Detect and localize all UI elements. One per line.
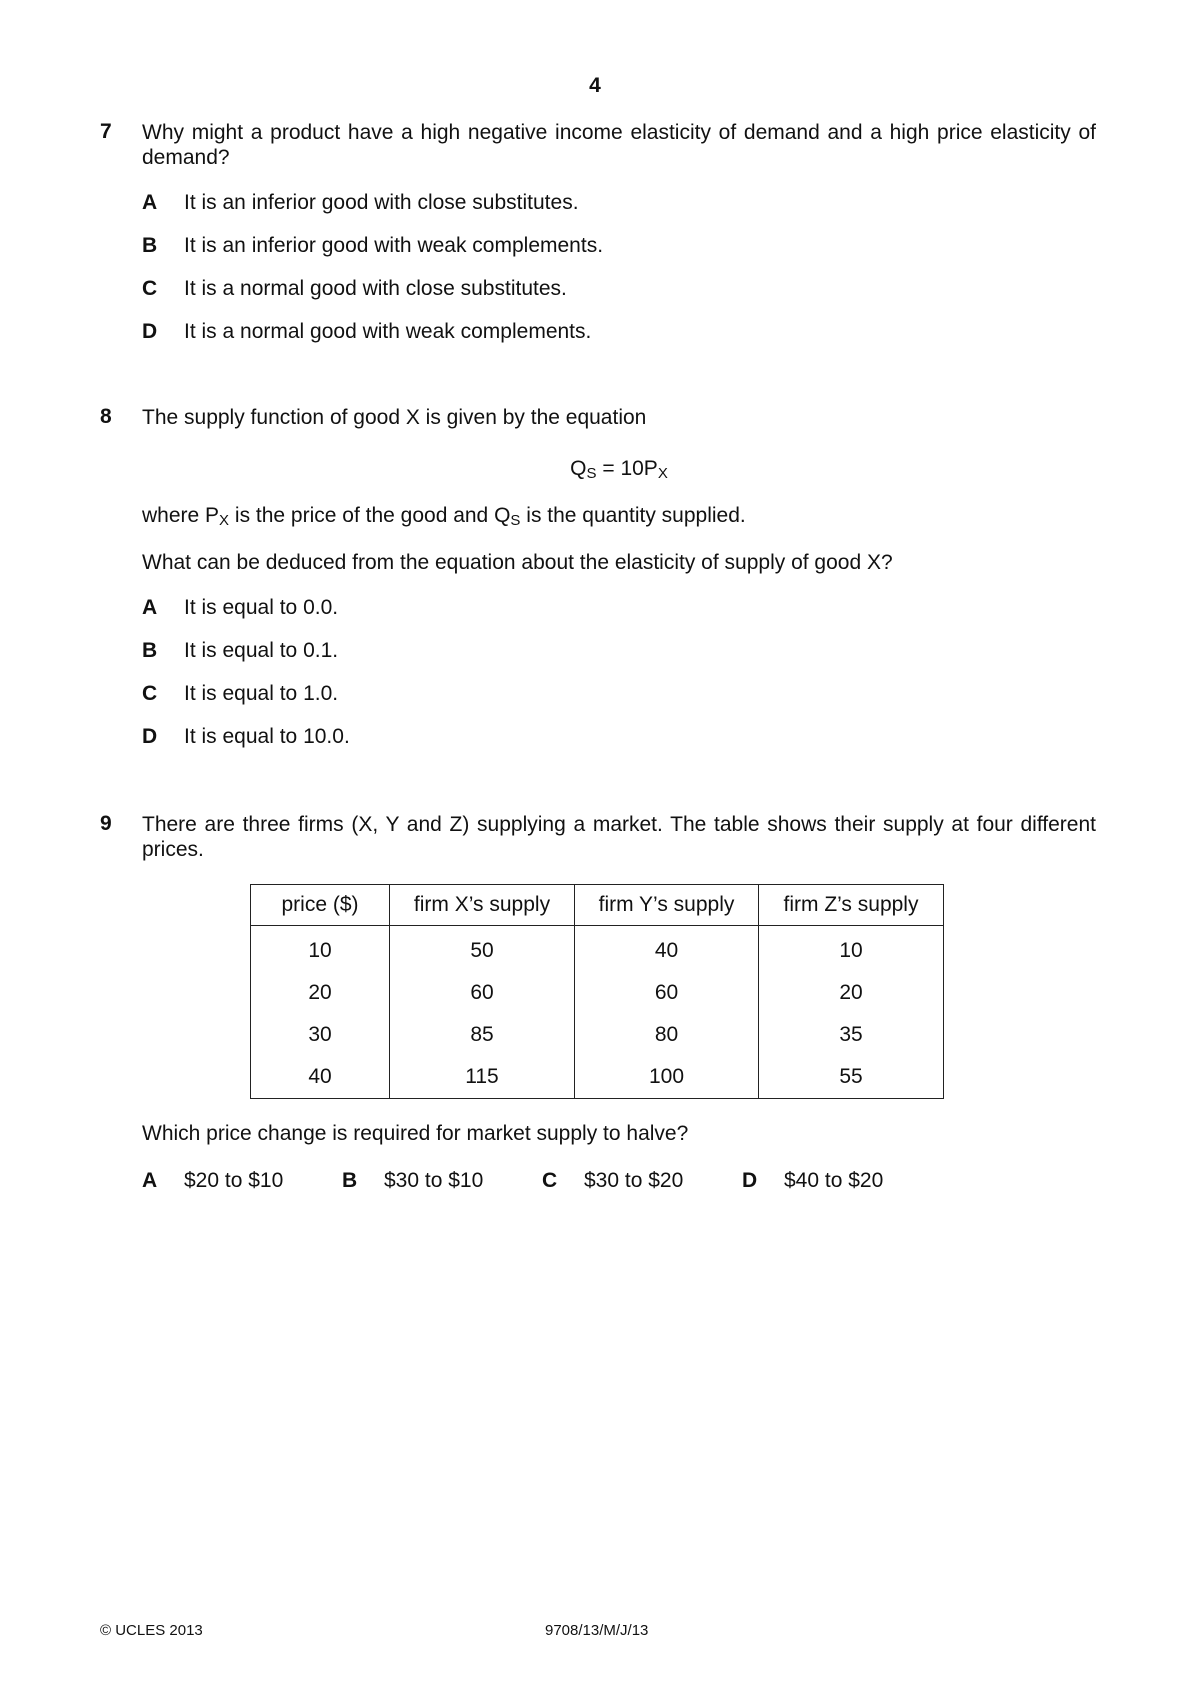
option-text: It is a normal good with weak complements. xyxy=(184,320,592,343)
question-number: 9 xyxy=(100,812,112,835)
supply-equation: $Q_S = 10P_X$ xyxy=(570,457,668,482)
supply-table xyxy=(250,884,944,1099)
option-text: It is an inferior good with close substitutes. xyxy=(184,191,579,214)
option-letter: A xyxy=(142,596,158,619)
option-a[interactable] xyxy=(142,190,1096,233)
question-8 xyxy=(100,405,1096,767)
option-text: It is equal to 10.0. xyxy=(184,725,350,748)
table-row xyxy=(251,972,944,1014)
table-cell: 20 xyxy=(759,972,944,1014)
option-letter: B xyxy=(142,234,158,257)
question-number: 8 xyxy=(100,405,112,428)
option-b[interactable] xyxy=(142,233,1096,276)
option-d[interactable] xyxy=(142,724,1096,767)
table-cell: 80 xyxy=(575,1014,759,1056)
option-letter: D xyxy=(142,725,158,748)
option-letter: B xyxy=(342,1169,358,1192)
table-cell: 40 xyxy=(251,1056,390,1099)
option-letter: B xyxy=(142,639,158,662)
table-cell: 10 xyxy=(759,926,944,973)
option-text: It is equal to 0.1. xyxy=(184,639,339,662)
variable-definition: where $P_X$ is the price of the good and $Q_S$ is the quantity supplied. xyxy=(142,504,746,529)
table-cell: 55 xyxy=(759,1056,944,1099)
option-d[interactable] xyxy=(742,1168,883,1193)
table-cell: 115 xyxy=(390,1056,575,1099)
option-letter: C xyxy=(142,277,158,300)
option-letter: A xyxy=(142,191,158,214)
option-text: It is a normal good with close substitutes. xyxy=(184,277,567,300)
options-list xyxy=(142,190,1096,362)
question-7 xyxy=(100,120,1096,362)
option-c[interactable] xyxy=(142,681,1096,724)
table-cell: 60 xyxy=(390,972,575,1014)
table-cell: 30 xyxy=(251,1014,390,1056)
option-letter: C xyxy=(142,682,158,705)
option-b[interactable] xyxy=(142,638,1096,681)
table-cell: 20 xyxy=(251,972,390,1014)
header-firm-x: firm X’s supply xyxy=(390,885,575,926)
option-text: It is equal to 1.0. xyxy=(184,682,339,705)
footer-copyright: © UCLES 2013 xyxy=(100,1622,203,1639)
table-header-row xyxy=(251,885,944,926)
table-row xyxy=(251,1056,944,1099)
footer-paper-code: 9708/13/M/J/13 xyxy=(545,1622,649,1639)
option-d[interactable] xyxy=(142,319,1096,362)
header-price: price ($) xyxy=(251,885,390,926)
question-prompt: What can be deduced from the equation about the elasticity of supply of good X? xyxy=(142,551,893,574)
table-cell: 10 xyxy=(251,926,390,973)
table-cell: 100 xyxy=(575,1056,759,1099)
header-firm-z: firm Z’s supply xyxy=(759,885,944,926)
option-text: It is equal to 0.0. xyxy=(184,596,339,619)
question-text: There are three firms (X, Y and Z) supplying a market. The table shows their supply at four different prices. xyxy=(142,813,1096,861)
option-text: $30 to $20 xyxy=(584,1169,684,1192)
option-letter: D xyxy=(742,1169,758,1192)
option-text: It is an inferior good with weak complements. xyxy=(184,234,604,257)
option-c[interactable] xyxy=(542,1168,683,1193)
question-text: The supply function of good X is given by the equation xyxy=(142,406,647,429)
options-list xyxy=(142,595,1096,767)
option-a[interactable] xyxy=(142,595,1096,638)
table-row xyxy=(251,926,944,973)
question-prompt: Which price change is required for market supply to halve? xyxy=(142,1122,689,1145)
option-text: $40 to $20 xyxy=(784,1169,884,1192)
options-list xyxy=(142,1168,1096,1198)
option-letter: A xyxy=(142,1169,158,1192)
table-cell: 85 xyxy=(390,1014,575,1056)
option-b[interactable] xyxy=(342,1168,483,1193)
table-cell: 50 xyxy=(390,926,575,973)
header-firm-y: firm Y’s supply xyxy=(575,885,759,926)
table-row xyxy=(251,1014,944,1056)
table-cell: 40 xyxy=(575,926,759,973)
option-letter: C xyxy=(542,1169,558,1192)
question-9 xyxy=(100,812,1096,1198)
option-c[interactable] xyxy=(142,276,1096,319)
table-cell: 35 xyxy=(759,1014,944,1056)
option-text: $20 to $10 xyxy=(184,1169,284,1192)
page-number: 4 xyxy=(589,74,601,97)
option-text: $30 to $10 xyxy=(384,1169,484,1192)
question-number: 7 xyxy=(100,120,112,143)
option-a[interactable] xyxy=(142,1168,283,1193)
table-cell: 60 xyxy=(575,972,759,1014)
question-text: Why might a product have a high negative income elasticity of demand and a high price elasticity of demand? xyxy=(142,121,1096,169)
option-letter: D xyxy=(142,320,158,343)
